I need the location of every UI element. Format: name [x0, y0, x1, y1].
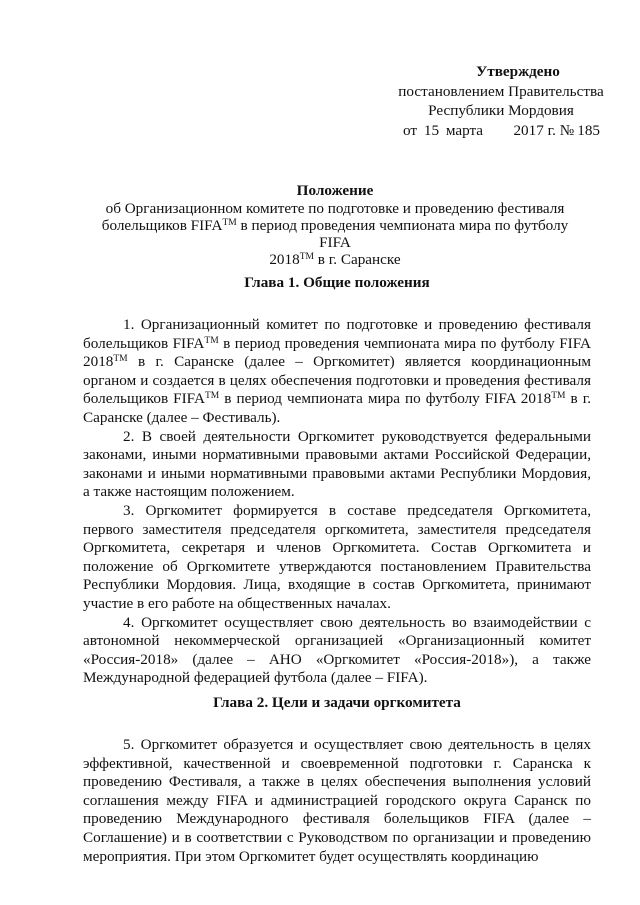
paragraph-1: [83, 316, 591, 428]
p1-part-c: в г. Саранске (далее – Оргкомитет) является координационным органом и создается в целях обеспечения подготовки и проведения фестиваля болельщиков FIFA: [83, 353, 591, 408]
title-line-2-a: болельщиков FIFA: [101, 217, 223, 234]
tm-mark: TM: [299, 252, 314, 262]
tm-mark: TM: [113, 354, 128, 365]
p1-part-d: в период чемпионата мира по футболу FIFA 2018: [219, 390, 552, 408]
date-prefix: от: [403, 121, 418, 139]
date-year: 2017 г. №: [513, 121, 575, 139]
approval-title: Утверждено: [476, 63, 560, 80]
tm-mark: TM: [222, 218, 237, 228]
document-title: [100, 182, 570, 268]
title-line-3-a: 2018: [269, 251, 300, 268]
paragraph-5: 5. Оргкомитет образуется и осуществляет свою деятельность в целях эффективной, качественной и своевременной подготовки г. Саранска к проведению Фестиваля, а также в целях обеспечения выполнения условий соглашения между FIFA и администрацией городского округа Саранск по проведению Международного фестиваля болельщиков FIFA (далее – Соглашение) и в соответствии с Руководством по организации и проведению мероприятия. При этом Оргкомитет будет осуществлять координацию: [83, 736, 591, 865]
approval-line-1: постановлением Правительства: [398, 82, 604, 100]
paragraph-4: 4. Оргкомитет осуществляет свою деятельность во взаимодействии с автономной некоммерческой организацией «Организационный комитет «Россия-2018» (далее – АНО «Оргкомитет «Россия-2018»), а также Международной федерацией футбола (далее – FIFA).: [83, 613, 591, 687]
paragraph-2: 2. В своей деятельности Оргкомитет руководствуется федеральными законами, иными нормативными правовыми актами Российской Федерации, законами и иными нормативными правовыми актами Республики Мордовия, а также настоящим положением.: [83, 427, 591, 501]
date-month: марта: [445, 121, 484, 139]
chapter-1-heading: Глава 1. Общие положения: [244, 274, 430, 291]
decree-number: 185: [577, 121, 600, 139]
tm-mark: TM: [551, 391, 566, 402]
date-day: 15: [423, 121, 440, 139]
title-line-2: [100, 217, 570, 251]
chapter-1-body: [83, 316, 591, 688]
chapter-2-body: [83, 736, 591, 866]
title-line-1: об Организационном комитете по подготовке и проведению фестиваля: [105, 200, 565, 217]
document-heading: Положение: [296, 182, 374, 199]
approval-date: [388, 121, 614, 141]
title-line-2-b: в период проведения чемпионата мира по футболу FIFA: [240, 217, 569, 251]
approval-stamp: [388, 62, 614, 140]
approval-line-2: Республики Мордовия: [428, 102, 574, 119]
title-line-3: [100, 251, 570, 268]
p1-part-a: 1. Организационный комитет по подготовке и проведению фестиваля болельщиков FIFA: [83, 316, 591, 352]
tm-mark: TM: [204, 391, 220, 402]
title-line-3-b: в г. Саранске: [317, 251, 401, 268]
paragraph-3: 3. Оргкомитет формируется в составе председателя Оргкомитета, первого заместителя председателя оргкомитета, заместителя председателя Оргкомитета, секретаря и членов Оргкомитета. Состав Оргкомитета и положение об Оргкомитете утверждаются постановлением Правительства Республики Мордовия. Лица, входящие в состав Оргкомитета, принимают участие в его работе на общественных началах.: [83, 501, 591, 612]
p1-part-e: в г. Саранске (далее – Фестиваль).: [83, 390, 591, 426]
p1-part-b: в период проведения чемпионата мира по футболу FIFA 2018: [83, 334, 591, 371]
chapter-2-heading: Глава 2. Цели и задачи оргкомитета: [213, 694, 461, 711]
tm-mark: TM: [204, 335, 219, 346]
